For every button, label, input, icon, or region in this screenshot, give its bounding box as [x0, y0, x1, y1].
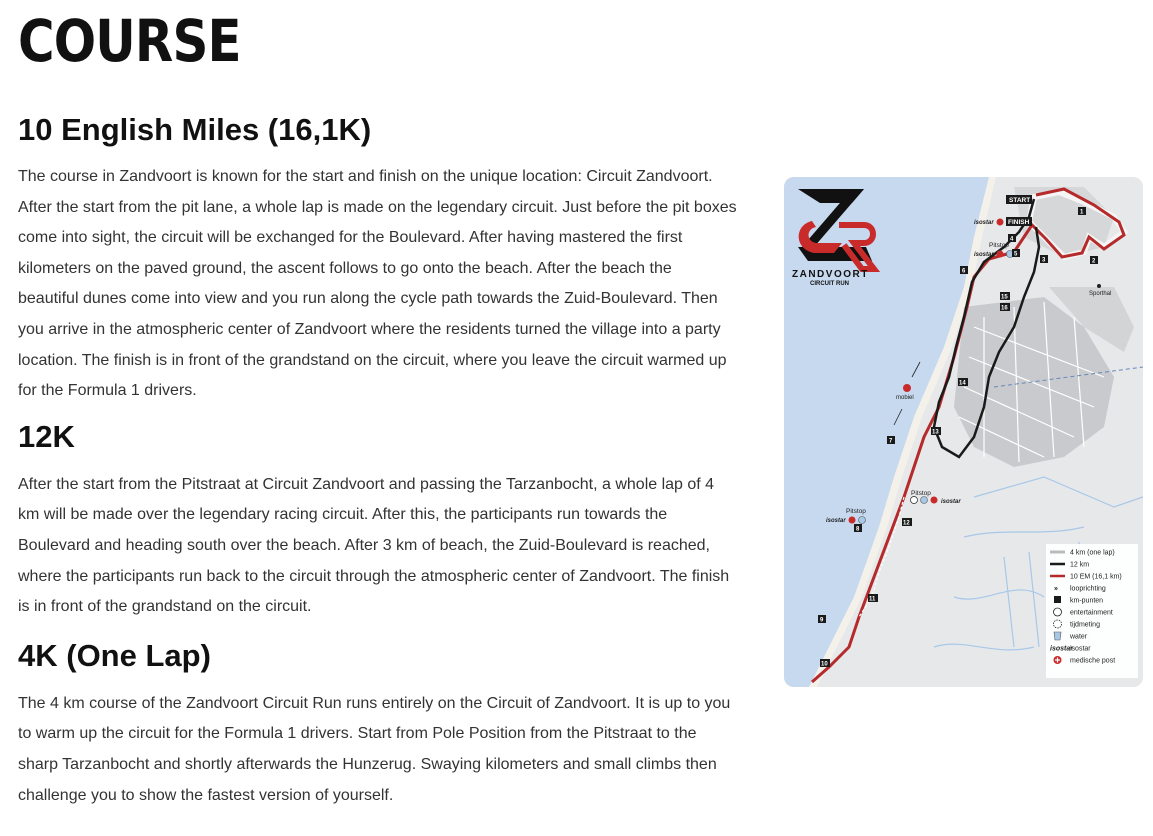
svg-text:12 km: 12 km	[1070, 561, 1090, 569]
section-description	[18, 689, 768, 811]
text-line: come into sight, the circuit will be exchanged for the Boulevard. After having mastered the first	[18, 229, 683, 247]
text-line: to warm up the circuit for the Formula 1 drivers. Start from Pole Position from the Pitstraat to the	[18, 725, 697, 743]
km-marker	[1078, 207, 1086, 216]
isostar-label: isostar	[974, 252, 994, 258]
svg-text:7: 7	[889, 438, 893, 445]
text-line: After the start from the pit lane, a whole lap is made on the legendary circuit. Just before the pit boxes	[18, 198, 737, 216]
section-4k-one-lap	[18, 636, 768, 811]
svg-text:12: 12	[903, 520, 910, 527]
svg-text:5: 5	[1014, 251, 1018, 258]
svg-text:15: 15	[1001, 294, 1008, 301]
isostar-label: isostar	[826, 518, 846, 524]
km-marker	[1008, 234, 1016, 243]
svg-text:10: 10	[821, 661, 828, 668]
section-heading: 10 English Miles (16,1K)	[18, 112, 372, 147]
text-line: challenge you to show the fastest version of yourself.	[18, 786, 394, 804]
section-12k	[18, 417, 768, 623]
section-description	[18, 162, 768, 407]
finish-label: FINISH	[1008, 219, 1030, 226]
svg-text:11: 11	[869, 596, 876, 603]
km-marker	[1000, 292, 1010, 301]
section-description	[18, 470, 768, 623]
section-heading: 4K (One Lap)	[18, 637, 211, 673]
svg-text:6: 6	[962, 268, 966, 275]
legend-item	[1050, 646, 1091, 653]
map-legend	[1046, 544, 1138, 678]
svg-text:isostar: isostar	[1050, 645, 1073, 653]
logo-line1: ZANDVOORT	[792, 269, 869, 280]
km-marker	[1012, 249, 1020, 258]
svg-text:entertainment: entertainment	[1070, 609, 1113, 617]
pitstop-label: Pitstop	[846, 508, 866, 515]
logo-line2: CIRCUIT RUN	[810, 281, 849, 287]
isostar-label: isostar	[974, 220, 994, 226]
km-marker	[960, 266, 968, 275]
svg-text:13: 13	[932, 429, 939, 436]
svg-text:4 km (one lap): 4 km (one lap)	[1070, 549, 1115, 557]
km-marker	[820, 659, 830, 668]
svg-text:9: 9	[820, 617, 824, 624]
svg-text:4: 4	[1010, 236, 1014, 243]
svg-text:km-punten: km-punten	[1070, 597, 1104, 605]
isostar-label: isostar	[941, 499, 961, 505]
start-label: START	[1009, 197, 1031, 204]
km-marker	[1090, 256, 1098, 265]
svg-text:medische post: medische post	[1070, 657, 1116, 665]
svg-text:8: 8	[856, 526, 860, 533]
pitstop-label: Pitstop	[989, 242, 1009, 249]
text-line: kilometers on the paved ground, the ascent follows to go onto the beach. After the beach the	[18, 259, 672, 277]
svg-text:water: water	[1070, 633, 1088, 641]
svg-text:»: »	[1054, 585, 1058, 593]
text-line: sharp Tarzanbocht and shortly afterwards the Hunzerug. Swaying kilometers and small climbs then	[18, 755, 717, 773]
km-marker	[1040, 255, 1048, 264]
legend-item	[1054, 632, 1088, 641]
pitstop-label: Pitstop	[911, 490, 931, 497]
text-line: location. The finish is in front of the grandstand on the circuit, where you leave the circuit warmed up	[18, 351, 727, 369]
km-marker	[868, 594, 878, 603]
text-line: you arrive in the atmospheric center of Zandvoort where the residents turned the village into a party	[18, 320, 721, 338]
svg-text:1: 1	[1080, 209, 1084, 216]
text-line: is in front of the grandstand on the circuit.	[18, 598, 312, 616]
svg-text:isostar: isostar	[1070, 645, 1091, 653]
course-content	[18, 110, 768, 811]
km-marker	[958, 378, 968, 387]
km-marker	[902, 518, 912, 527]
mobiel-label: mobiel	[896, 395, 914, 401]
text-line: The course in Zandvoort is known for the start and finish on the unique location: Circuit Zandvoort.	[18, 168, 713, 185]
section-heading: 12K	[18, 418, 75, 454]
sporthal-label: Sporthal	[1089, 291, 1112, 297]
start-marker	[1006, 195, 1032, 204]
km-marker	[818, 615, 826, 624]
svg-text:looprichting: looprichting	[1070, 585, 1106, 593]
svg-text:10 EM (16,1 km): 10 EM (16,1 km)	[1070, 573, 1122, 581]
km-marker	[1000, 303, 1010, 312]
text-line: where the participants run back to the circuit through the atmospheric center of Zandvoort. The finish	[18, 567, 730, 585]
svg-text:2: 2	[1092, 258, 1096, 265]
text-line: km will be made over the legendary racing circuit. After this, the participants run towards the	[18, 506, 668, 524]
svg-text:tijdmeting: tijdmeting	[1070, 621, 1100, 629]
text-line: beautiful dunes come into view and you run along the cycle path towards the Zuid-Boulevard. Then	[18, 290, 718, 308]
km-marker	[931, 427, 941, 436]
text-line: Boulevard and heading south over the beach. After 3 km of beach, the Zuid-Boulevard is reached,	[18, 536, 710, 554]
section-10-english-miles	[18, 110, 768, 407]
text-line: After the start from the Pitstraat at Circuit Zandvoort and passing the Tarzanbocht, a whole lap of 4	[18, 475, 715, 493]
km-marker	[854, 524, 862, 533]
course-map[interactable]	[784, 177, 1143, 687]
svg-text:16: 16	[1001, 305, 1008, 312]
text-line: The 4 km course of the Zandvoort Circuit Run runs entirely on the Circuit of Zandvoort. It is up to you	[18, 694, 731, 712]
km-marker	[887, 436, 895, 445]
page-title: COURSE	[18, 7, 241, 75]
svg-text:14: 14	[959, 380, 966, 387]
text-line: for the Formula 1 drivers.	[18, 382, 197, 400]
svg-text:3: 3	[1042, 257, 1046, 264]
